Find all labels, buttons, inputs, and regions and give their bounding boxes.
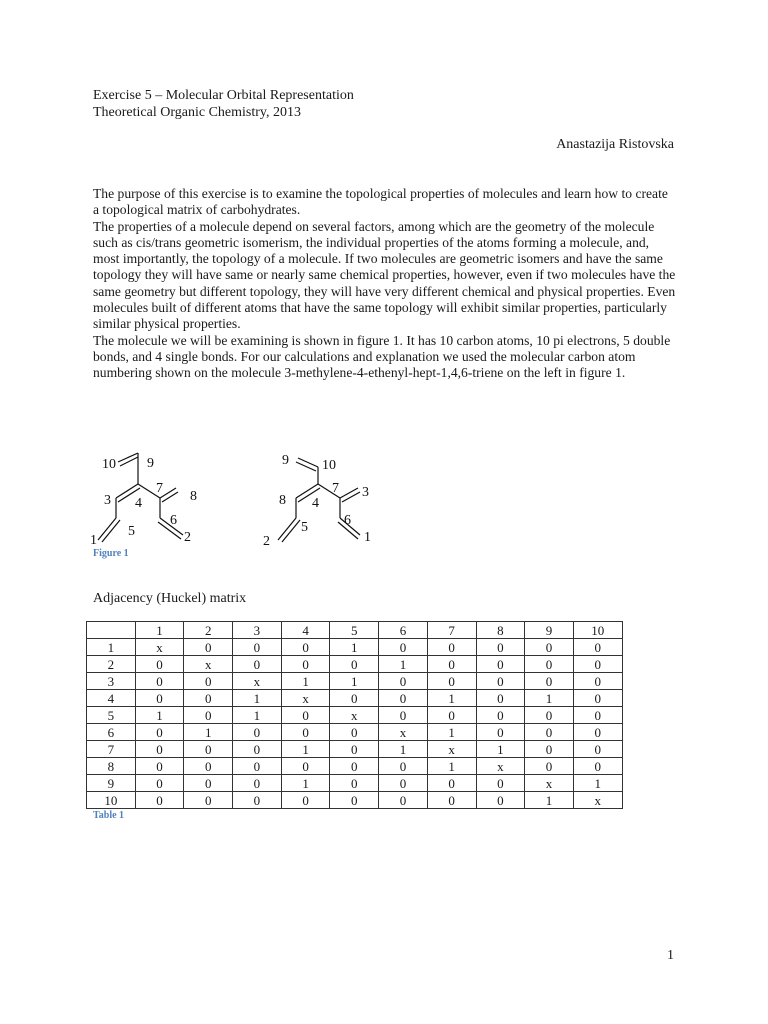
table-cell: 3 xyxy=(233,622,282,639)
table-cell xyxy=(87,622,136,639)
table-cell: x xyxy=(476,758,525,775)
table-cell: 0 xyxy=(184,775,233,792)
table-row xyxy=(87,673,623,690)
table-cell: 0 xyxy=(525,758,574,775)
table-cell: 6 xyxy=(87,724,136,741)
table-cell: 0 xyxy=(233,639,282,656)
table-cell: 0 xyxy=(476,724,525,741)
table-cell: 0 xyxy=(135,758,184,775)
atom-label: 9 xyxy=(282,453,289,468)
table-cell: x xyxy=(281,690,330,707)
atom-label: 5 xyxy=(301,520,308,535)
table-cell: 7 xyxy=(427,622,476,639)
table-cell: 1 xyxy=(233,690,282,707)
adjacency-matrix-table xyxy=(86,621,623,809)
table-cell: 2 xyxy=(87,656,136,673)
table-cell: 0 xyxy=(233,792,282,809)
table-cell: 0 xyxy=(281,639,330,656)
table-cell: 0 xyxy=(573,639,622,656)
table-cell: 1 xyxy=(281,775,330,792)
table-cell: 1 xyxy=(427,690,476,707)
table-cell: 0 xyxy=(330,724,379,741)
atom-label: 2 xyxy=(184,530,191,545)
table-cell: 0 xyxy=(427,673,476,690)
course-subtitle: Theoretical Organic Chemistry, 2013 xyxy=(93,105,301,120)
table-cell: 6 xyxy=(379,622,428,639)
table-cell: 0 xyxy=(525,656,574,673)
table-cell: 0 xyxy=(476,673,525,690)
table-cell: 0 xyxy=(330,656,379,673)
molecule-figure xyxy=(88,440,508,565)
table-cell: 0 xyxy=(573,690,622,707)
atom-label: 9 xyxy=(147,456,154,471)
table-cell: 0 xyxy=(379,707,428,724)
table-cell: 0 xyxy=(330,758,379,775)
table-cell: 0 xyxy=(427,775,476,792)
table-cell: 0 xyxy=(525,673,574,690)
table-cell: 0 xyxy=(184,690,233,707)
table-cell: 0 xyxy=(476,690,525,707)
table-cell: 2 xyxy=(184,622,233,639)
table-cell: 0 xyxy=(525,724,574,741)
table-cell: 0 xyxy=(135,741,184,758)
table-cell: 1 xyxy=(427,724,476,741)
table-cell: 5 xyxy=(87,707,136,724)
atom-label: 7 xyxy=(332,481,339,496)
table-row xyxy=(87,656,623,673)
table-cell: 0 xyxy=(573,724,622,741)
table-cell: 1 xyxy=(427,758,476,775)
table-cell: 7 xyxy=(87,741,136,758)
atom-label: 1 xyxy=(364,530,371,545)
atom-label: 6 xyxy=(344,513,351,528)
table-cell: 0 xyxy=(379,690,428,707)
table-cell: 0 xyxy=(525,707,574,724)
table-row xyxy=(87,775,623,792)
table-cell: 0 xyxy=(525,639,574,656)
table-cell: 1 xyxy=(87,639,136,656)
atom-label: 6 xyxy=(170,513,177,528)
table-cell: 0 xyxy=(330,741,379,758)
table-cell: 0 xyxy=(476,707,525,724)
table-row xyxy=(87,724,623,741)
body-text xyxy=(93,186,677,382)
table-cell: x xyxy=(427,741,476,758)
atom-label: 4 xyxy=(312,496,319,511)
table-cell: 0 xyxy=(135,792,184,809)
atom-label: 8 xyxy=(279,493,286,508)
table-cell: 0 xyxy=(379,775,428,792)
table-cell: x xyxy=(233,673,282,690)
table-cell: 1 xyxy=(525,792,574,809)
table-cell: 0 xyxy=(573,656,622,673)
table-cell: 0 xyxy=(233,741,282,758)
table-cell: 0 xyxy=(233,758,282,775)
table-header-row xyxy=(87,622,623,639)
table-cell: 0 xyxy=(476,792,525,809)
table-cell: 0 xyxy=(573,673,622,690)
table-cell: 0 xyxy=(379,758,428,775)
atom-label: 5 xyxy=(128,524,135,539)
figure-caption: Figure 1 xyxy=(93,548,129,559)
table-cell: 0 xyxy=(281,656,330,673)
table-cell: 1 xyxy=(525,690,574,707)
atom-label: 10 xyxy=(322,458,336,473)
table-cell: 0 xyxy=(184,673,233,690)
table-cell: 8 xyxy=(476,622,525,639)
table-cell: 0 xyxy=(184,741,233,758)
table-cell: 0 xyxy=(427,792,476,809)
table-caption: Table 1 xyxy=(93,810,125,821)
table-cell: 0 xyxy=(330,775,379,792)
table-cell: 0 xyxy=(573,707,622,724)
table-cell: 1 xyxy=(184,724,233,741)
table-cell: 4 xyxy=(87,690,136,707)
table-row xyxy=(87,690,623,707)
table-cell: 0 xyxy=(573,741,622,758)
table-cell: 1 xyxy=(330,639,379,656)
table-cell: 8 xyxy=(87,758,136,775)
table-cell: 0 xyxy=(427,656,476,673)
atom-label: 3 xyxy=(362,485,369,500)
table-cell: 0 xyxy=(427,639,476,656)
table-cell: 1 xyxy=(281,673,330,690)
table-cell: 0 xyxy=(379,639,428,656)
table-row xyxy=(87,758,623,775)
table-cell: x xyxy=(379,724,428,741)
atom-label: 7 xyxy=(156,481,163,496)
table-cell: 0 xyxy=(135,656,184,673)
table-cell: 0 xyxy=(379,792,428,809)
table-cell: 0 xyxy=(281,724,330,741)
table-cell: 1 xyxy=(379,656,428,673)
table-row xyxy=(87,639,623,656)
table-cell: 0 xyxy=(184,707,233,724)
table-row xyxy=(87,792,623,809)
paragraph-properties: The properties of a molecule depend on several factors, among which are the geometry of the molecule such as cis/trans geometric isomerism, the individual properties of the atoms forming a molecule, and, most importantly, the topology of a molecule. If two molecules are geometric isomers and have the same topology they will have same or nearly same chemical properties, however, even if two molecules have the same geometry but different topology, they will have very different chemical and physical properties. Even molecules built of different atoms that have the same topology will exhibit similar properties, particularly similar physical properties. xyxy=(93,218,676,332)
atom-label: 4 xyxy=(135,496,142,511)
atom-label: 1 xyxy=(90,533,97,548)
table-cell: 10 xyxy=(87,792,136,809)
table-cell: x xyxy=(184,656,233,673)
molecule-structures xyxy=(88,440,508,565)
table-cell: 0 xyxy=(281,707,330,724)
table-cell: 0 xyxy=(573,758,622,775)
table-cell: 0 xyxy=(135,775,184,792)
table-cell: 1 xyxy=(233,707,282,724)
table-cell: 0 xyxy=(135,673,184,690)
table-cell: 5 xyxy=(330,622,379,639)
table-row xyxy=(87,707,623,724)
table-cell: 0 xyxy=(135,724,184,741)
table-cell: 1 xyxy=(573,775,622,792)
table-cell: 0 xyxy=(184,758,233,775)
table-cell: 0 xyxy=(233,656,282,673)
table-cell: 0 xyxy=(476,775,525,792)
table-cell: x xyxy=(135,639,184,656)
matrix-title: Adjacency (Huckel) matrix xyxy=(93,591,247,606)
paragraph-molecule: The molecule we will be examining is shown in figure 1. It has 10 carbon atoms, 10 pi electrons, 5 double bonds, and 4 single bonds. For our calculations and explanation we used the molecular carbon atom numbering shown on the molecule 3-methylene-4-ethenyl-hept-1,4,6-triene on the left in figure 1. xyxy=(93,332,671,381)
atom-label: 10 xyxy=(102,457,116,472)
table-cell: 0 xyxy=(233,775,282,792)
table-cell: 0 xyxy=(281,792,330,809)
table-cell: 0 xyxy=(330,690,379,707)
table-cell: 0 xyxy=(184,639,233,656)
table-cell: 4 xyxy=(281,622,330,639)
author-name: Anastazija Ristovska xyxy=(556,137,674,152)
table-cell: 3 xyxy=(87,673,136,690)
table-cell: 0 xyxy=(525,741,574,758)
table-cell: 1 xyxy=(330,673,379,690)
table-cell: 1 xyxy=(281,741,330,758)
table-cell: 9 xyxy=(87,775,136,792)
table-cell: 9 xyxy=(525,622,574,639)
table-cell: 1 xyxy=(135,707,184,724)
atom-label: 3 xyxy=(104,493,111,508)
table-cell: 0 xyxy=(233,724,282,741)
table-cell: 0 xyxy=(330,792,379,809)
table-cell: 0 xyxy=(379,673,428,690)
table-cell: x xyxy=(525,775,574,792)
table-cell: 10 xyxy=(573,622,622,639)
page-number: 1 xyxy=(667,948,674,963)
table-cell: x xyxy=(330,707,379,724)
table-cell: x xyxy=(573,792,622,809)
table-cell: 1 xyxy=(135,622,184,639)
table-cell: 1 xyxy=(379,741,428,758)
table-cell: 0 xyxy=(476,639,525,656)
atom-label: 2 xyxy=(263,534,270,549)
exercise-title: Exercise 5 – Molecular Orbital Representation xyxy=(93,88,354,103)
atom-label: 8 xyxy=(190,489,197,504)
table-cell: 0 xyxy=(476,656,525,673)
table-row xyxy=(87,741,623,758)
table-cell: 1 xyxy=(476,741,525,758)
right-molecule-bonds xyxy=(278,458,360,542)
paragraph-purpose: The purpose of this exercise is to examine the topological properties of molecules and learn how to create a topological matrix of carbohydrates. xyxy=(93,186,668,218)
right-molecule-labels xyxy=(263,453,371,549)
table-cell: 0 xyxy=(184,792,233,809)
table-cell: 0 xyxy=(281,758,330,775)
table-cell: 0 xyxy=(135,690,184,707)
table-cell: 0 xyxy=(427,707,476,724)
